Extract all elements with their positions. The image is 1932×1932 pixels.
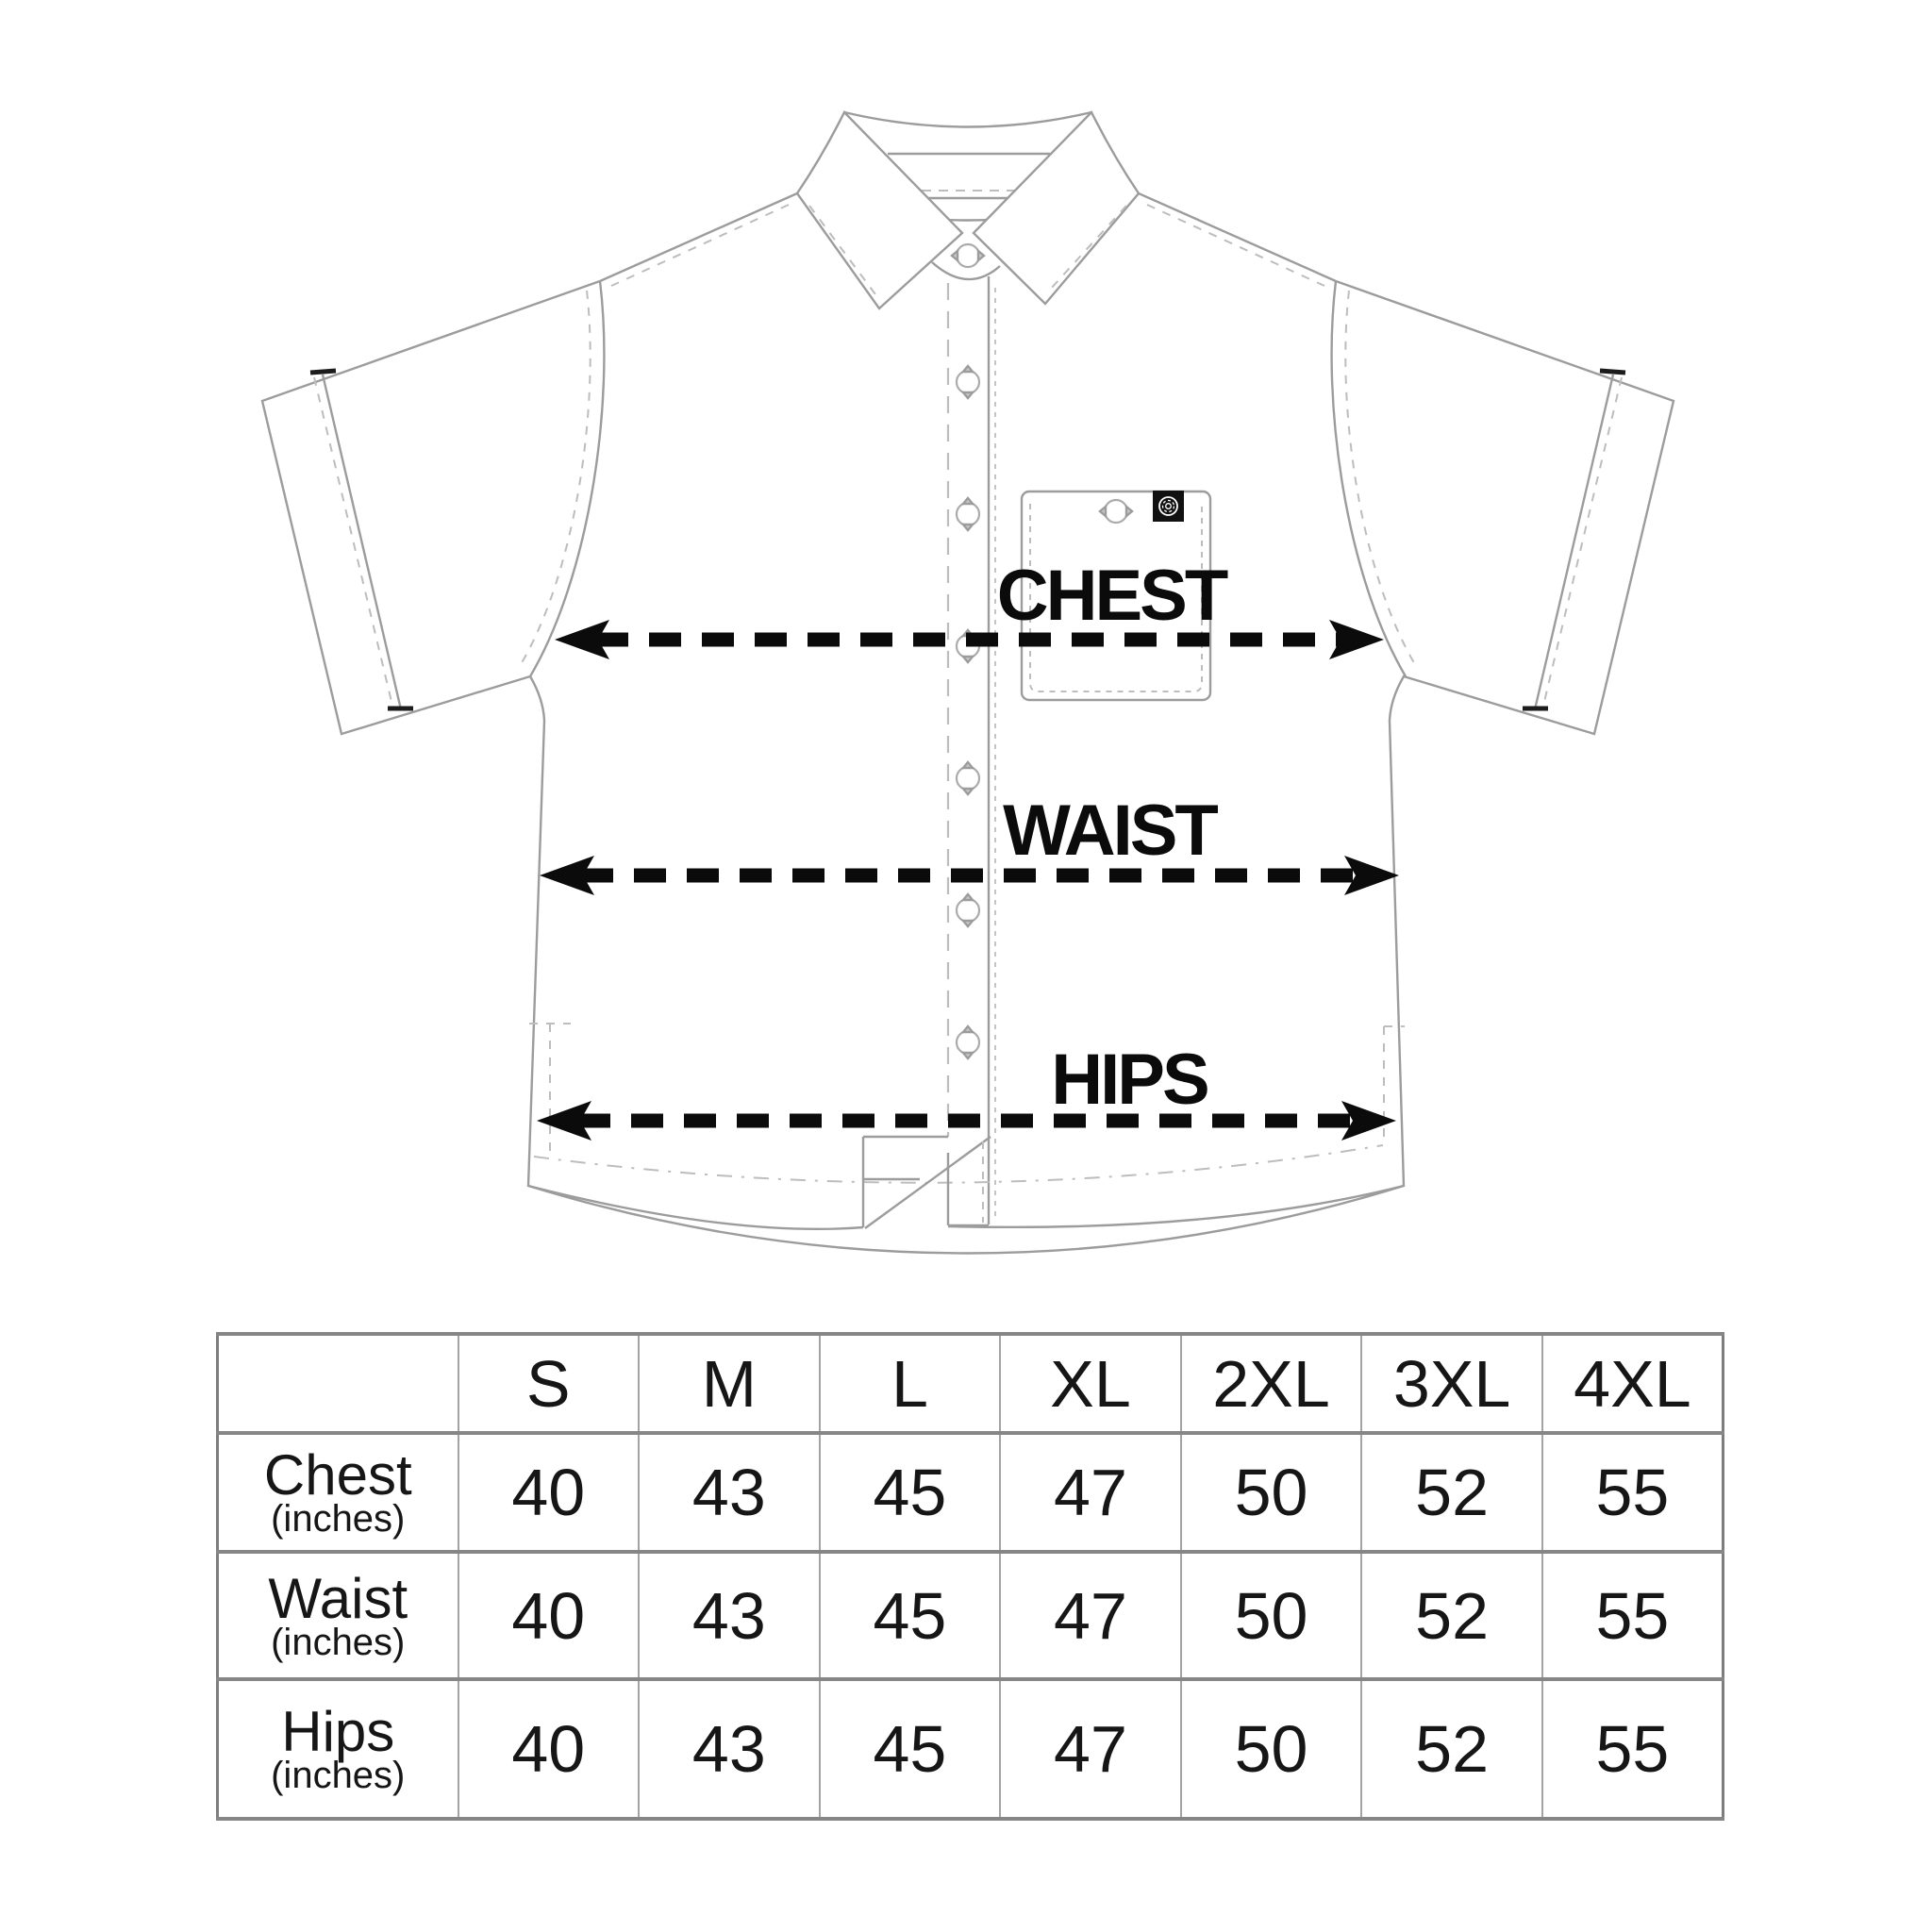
size-value-waist-3xl: 52	[1361, 1552, 1542, 1679]
size-value-hips-l: 45	[820, 1679, 1001, 1819]
size-value-chest-l: 45	[820, 1433, 1001, 1552]
size-value-chest-m: 43	[639, 1433, 820, 1552]
size-column-header-s: S	[458, 1334, 640, 1433]
size-value-waist-2xl: 50	[1181, 1552, 1362, 1679]
size-chart-table	[216, 1332, 1724, 1821]
size-value-chest-2xl: 50	[1181, 1433, 1362, 1552]
size-column-header-4xl: 4XL	[1542, 1334, 1724, 1433]
row-label-hips	[218, 1679, 458, 1819]
collar-back-curve	[844, 112, 1091, 127]
measurement-name: Chest	[263, 1443, 412, 1507]
size-value-chest-4xl: 55	[1542, 1433, 1724, 1552]
measurement-unit: (inches)	[271, 1621, 406, 1663]
measurement-unit: (inches)	[271, 1755, 406, 1796]
size-table-header-row	[218, 1334, 1724, 1433]
rose-emblem-icon	[1153, 491, 1184, 522]
corner-cell	[218, 1334, 458, 1433]
size-table-row-hips	[218, 1679, 1724, 1819]
size-value-waist-m: 43	[639, 1552, 820, 1679]
measurement-unit: (inches)	[271, 1498, 406, 1540]
row-label-chest	[218, 1433, 458, 1552]
size-value-waist-xl: 47	[1000, 1552, 1181, 1679]
shirt-outline	[262, 193, 1674, 1254]
size-table-row-chest	[218, 1433, 1724, 1552]
size-value-hips-s: 40	[458, 1679, 640, 1819]
shirt-flat-drawing	[262, 112, 1674, 1254]
size-value-hips-m: 43	[639, 1679, 820, 1819]
waist-measure-label: WAIST	[1003, 791, 1216, 871]
size-column-header-2xl: 2XL	[1181, 1334, 1362, 1433]
size-value-waist-4xl: 55	[1542, 1552, 1724, 1679]
size-column-header-l: L	[820, 1334, 1001, 1433]
size-value-hips-xl: 47	[1000, 1679, 1181, 1819]
size-value-chest-s: 40	[458, 1433, 640, 1552]
size-value-chest-xl: 47	[1000, 1433, 1181, 1552]
row-label-waist	[218, 1552, 458, 1679]
hips-measure-label: HIPS	[1051, 1040, 1208, 1120]
size-value-hips-2xl: 50	[1181, 1679, 1362, 1819]
measurement-name: Hips	[281, 1700, 395, 1763]
size-column-header-m: M	[639, 1334, 820, 1433]
size-value-chest-3xl: 52	[1361, 1433, 1542, 1552]
size-column-header-xl: XL	[1000, 1334, 1181, 1433]
measurement-name: Waist	[268, 1566, 408, 1630]
size-value-waist-s: 40	[458, 1552, 640, 1679]
size-value-hips-3xl: 52	[1361, 1679, 1542, 1819]
size-column-header-3xl: 3XL	[1361, 1334, 1542, 1433]
size-table-row-waist	[218, 1552, 1724, 1679]
chest-measure-label: CHEST	[996, 556, 1226, 636]
size-value-hips-4xl: 55	[1542, 1679, 1724, 1819]
size-value-waist-l: 45	[820, 1552, 1001, 1679]
